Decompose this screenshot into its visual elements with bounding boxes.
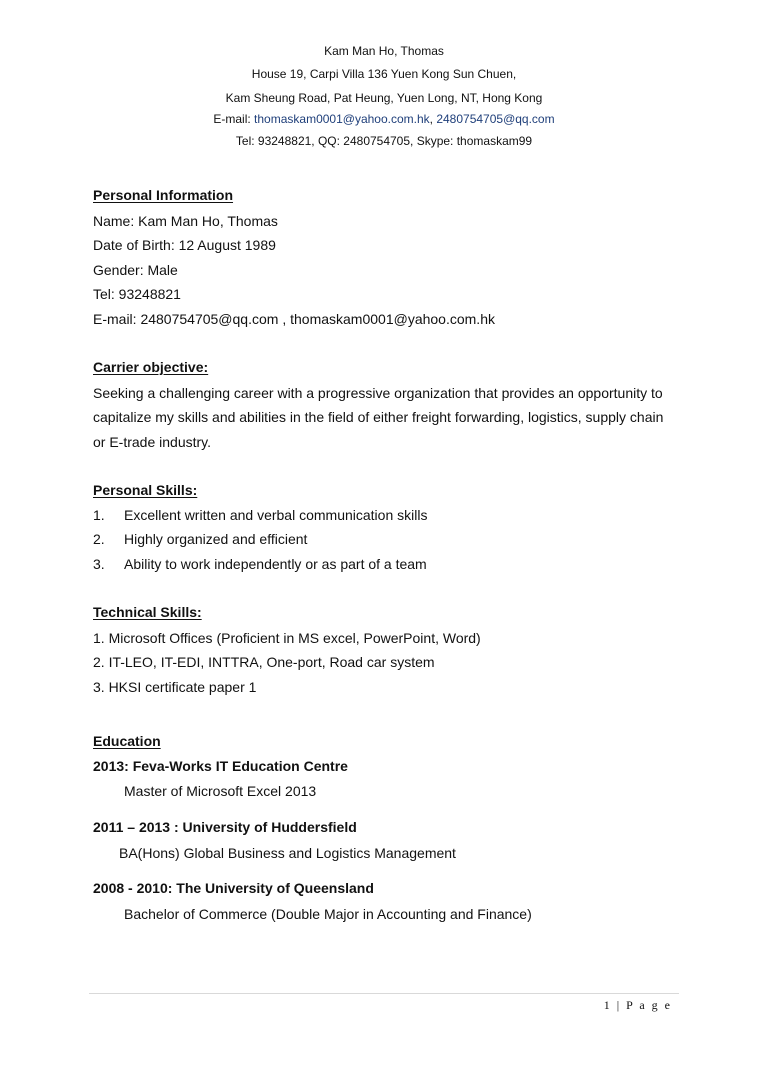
personal-info-tel: Tel: 93248821 [93,286,181,302]
section-title-technical-skills: Technical Skills: [93,604,202,620]
education-heading: 2008 - 2010: The University of Queensland [93,880,374,896]
header-email-line [0,112,768,126]
education-heading: 2011 – 2013 : University of Huddersfield [93,819,357,835]
list-item-text: Highly organized and efficient [124,531,308,547]
list-item: 3. HKSI certificate paper 1 [93,679,257,695]
list-item: 2. IT-LEO, IT-EDI, INTTRA, One-port, Road car system [93,654,435,670]
section-title-education: Education [93,733,161,749]
list-item-number: 3. [93,556,105,572]
section-title-personal-skills: Personal Skills: [93,482,198,498]
education-heading: 2013: Feva-Works IT Education Centre [93,758,348,774]
list-item [93,507,427,523]
personal-info-name: Name: Kam Man Ho, Thomas [93,213,278,229]
personal-info-gender: Gender: Male [93,262,178,278]
education-detail: Bachelor of Commerce (Double Major in Accounting and Finance) [124,906,532,922]
objective-line: capitalize my skills and abilities in the field of either freight forwarding, logistics, supply chain [93,409,664,425]
header-address-line-2: Kam Sheung Road, Pat Heung, Yuen Long, NT, Hong Kong [225,91,543,105]
header-name: Kam Man Ho, Thomas [324,44,444,58]
list-item-text: Excellent written and verbal communication skills [124,507,428,523]
header-email-separator: , [429,112,437,126]
footer-divider [89,993,679,994]
page-number: 1 | P a g e [603,998,672,1012]
header-email-label: E-mail: [213,112,255,126]
email-link-yahoo[interactable]: thomaskam0001@yahoo.com.hk [254,112,430,126]
personal-info-email: E-mail: 2480754705@qq.com , thomaskam0001@yahoo.com.hk [93,311,495,327]
list-item: 1. Microsoft Offices (Proficient in MS excel, PowerPoint, Word) [93,630,481,646]
header-contact-line: Tel: 93248821, QQ: 2480754705, Skype: thomaskam99 [235,134,533,148]
objective-line: Seeking a challenging career with a progressive organization that provides an opportunity to [93,385,663,401]
objective-line: or E-trade industry. [93,434,212,450]
list-item [93,531,307,547]
education-detail: BA(Hons) Global Business and Logistics Management [119,845,456,861]
list-item-number: 2. [93,531,105,547]
section-title-personal-information: Personal Information [93,187,234,203]
section-title-objective: Carrier objective: [93,359,209,375]
email-link-qq[interactable]: 2480754705@qq.com [436,112,555,126]
education-detail: Master of Microsoft Excel 2013 [124,783,317,799]
list-item-number: 1. [93,507,105,523]
list-item-text: Ability to work independently or as part of a team [124,556,427,572]
list-item [93,556,427,572]
personal-info-dob: Date of Birth: 12 August 1989 [93,237,276,253]
header-address-line-1: House 19, Carpi Villa 136 Yuen Kong Sun Chuen, [251,67,517,81]
